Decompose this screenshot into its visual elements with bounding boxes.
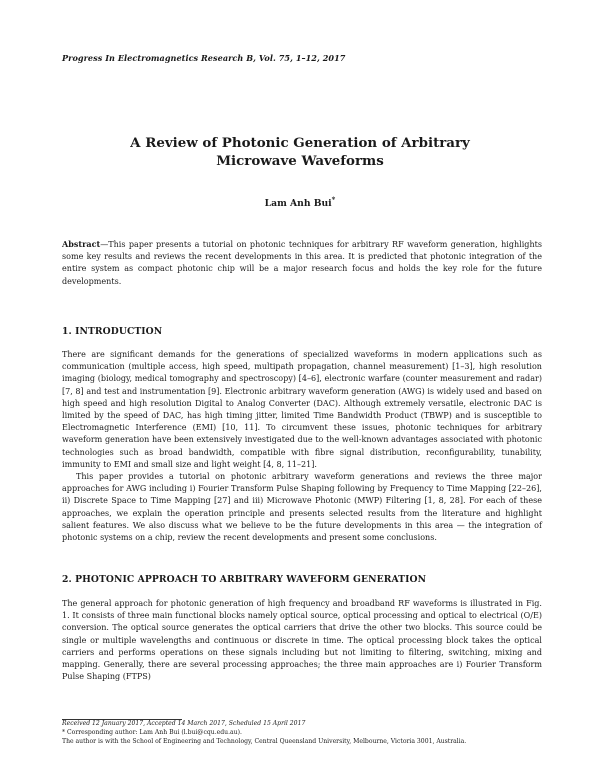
section-2-heading: 2. PHOTONIC APPROACH TO ARBITRARY WAVEFORM GENERATION <box>62 574 427 585</box>
paper-title <box>60 134 540 170</box>
footnote-affiliation: The author is with the School of Engineering and Technology, Central Queensland University, Melbourne, Victoria 3001, Australia. <box>62 738 467 746</box>
journal-header: Progress In Electromagnetics Research B, Vol. 75, 1–12, 2017 <box>62 53 346 63</box>
section-2-body <box>62 598 542 683</box>
section-1-paragraph-1: There are significant demands for the generations of specialized waveforms in modern applications such as communication (multiple access, high speed, multipath propagation, channel measurement) [1–3], high resolution imaging (biology, medical tomography and spectroscopy) [4–6], electronic warfare (counter measurement and radar) [7, 8] and test and instrumentation [9]. Electronic arbitrary waveform generation (AWG) is widely used and based on high speed and high resolution Digital to Analog Converter (DAC). Although extremely versatile, electronic DAC is limited by the speed of DAC, has high timing jitter, limited Time Bandwidth Product (TBWP) and is susceptible to Electromagnetic Interference (EMI) [10, 11]. To circumvent these issues, photonic techniques for arbitrary waveform generation have been extensively investigated due to the well-known advantages associated with photonic technologies such as broad bandwidth, compatible with fibre signal distribution, reconfigurability, tunability, immunity to EMI and small size and light weight [4, 8, 11–21]. <box>62 350 542 469</box>
section-2-paragraph-1: The general approach for photonic generation of high frequency and broadband RF waveforms is illustrated in Fig. 1. It consists of three main functional blocks namely optical source, optical processing and optical to electrical (O/E) conversion. The optical source generates the optical carriers that drive the other two blocks. This source could be single or multiple wavelengths and continuous or discrete in time. The optical processing block takes the optical carriers and performs operations on these signals including but not limiting to filtering, switching, mixing and mapping. Generally, there are several processing approaches; the three main approaches are i) Fourier Transform Pulse Shaping (FTPS) <box>62 599 542 682</box>
title-line-2: Microwave Waveforms <box>216 153 384 169</box>
footnote-received: Received 12 January 2017, Accepted 14 March 2017, Scheduled 15 April 2017 <box>62 720 306 727</box>
section-1-body <box>62 349 542 544</box>
footnote-corresponding: * Corresponding author: Lam Anh Bui (l.bui@cqu.edu.au). <box>62 729 242 737</box>
title-line-1: A Review of Photonic Generation of Arbitrary <box>130 135 470 151</box>
footnotes <box>62 719 548 746</box>
corresponding-mark: * <box>331 195 336 204</box>
abstract-label: Abstract <box>62 239 101 249</box>
author-line <box>60 195 540 209</box>
abstract <box>62 238 542 288</box>
section-1-paragraph-2: This paper provides a tutorial on photonic arbitrary waveform generations and reviews the three major approaches for AWG including i) Fourier Transform Pulse Shaping following by Frequency to Time Mapping [22–26], ii) Discrete Space to Time Mapping [27] and iii) Microwave Photonic (MWP) Filtering [1, 8, 28]. For each of these approaches, we explain the operation principle and presents selected results from the literature and highlight salient features. We also discuss what we believe to be the future developments in this area — the integration of photonic systems on a chip, review the recent developments and present some conclusions. <box>62 472 542 543</box>
abstract-text: —This paper presents a tutorial on photonic techniques for arbitrary RF waveform generation, highlights some key results and reviews the recent developments in this area. It is predicted that photonic integration of the entire system as compact photonic chip will be a major research focus and holds the key role for the future developments. <box>62 240 542 286</box>
author-name: Lam Anh Bui <box>264 198 332 210</box>
section-1-heading: 1. INTRODUCTION <box>62 326 163 337</box>
